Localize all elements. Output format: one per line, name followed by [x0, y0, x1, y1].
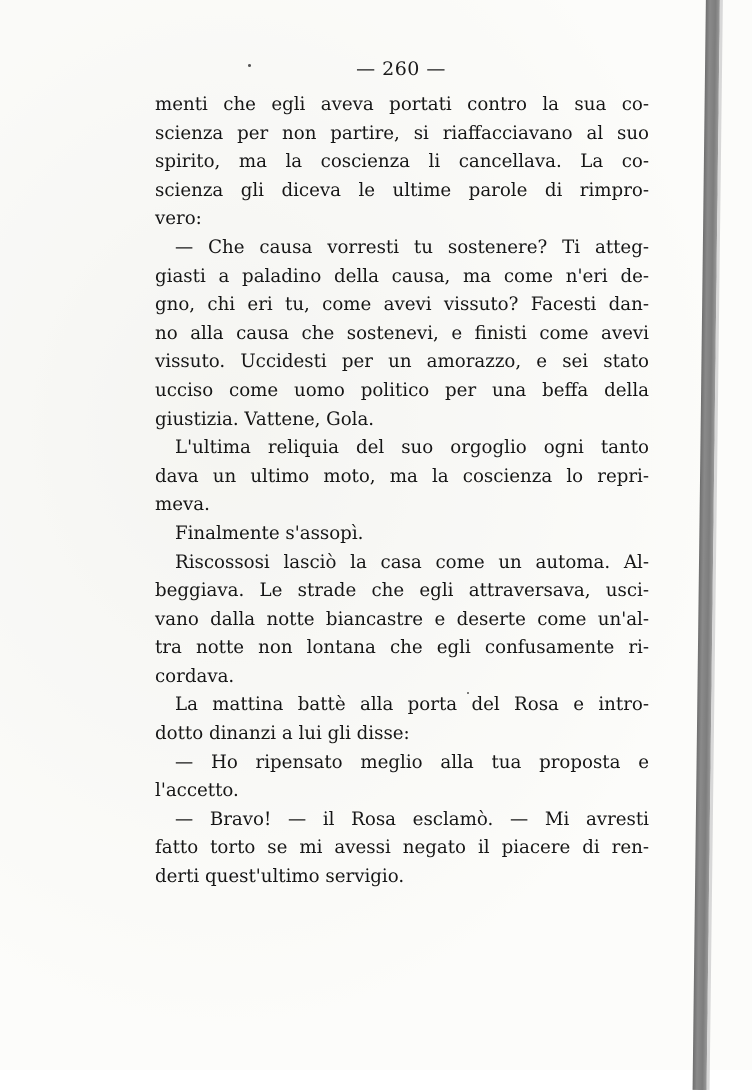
text-line: fatto torto se mi avessi negato il piacere di ren- [155, 837, 649, 859]
text-line: vero: [155, 208, 202, 230]
paragraph [155, 806, 649, 892]
text-line: Riscossosi lasciò la casa come un automa. Al- [175, 551, 649, 573]
text-line: vissuto. Uccidesti per un amorazzo, e sei stato [155, 351, 649, 373]
text-line: ucciso come uomo politico per una beffa della [155, 379, 649, 401]
paragraph [155, 91, 649, 234]
text-line: spirito, ma la coscienza li cancellava. La co- [155, 151, 649, 173]
paragraph [155, 520, 649, 549]
text-line: beggiava. Le strade che egli attraversava, usci- [155, 580, 649, 602]
text-line: scienza gli diceva le ultime parole di rimpro- [155, 179, 649, 201]
text-line: no alla causa che sostenevi, e finisti come avevi [155, 322, 649, 344]
text-line: dotto dinanzi a lui gli disse: [155, 723, 410, 745]
body-text [155, 91, 649, 892]
text-line: — Che causa vorresti tu sostenere? Ti atteg- [175, 236, 649, 258]
paragraph [155, 749, 649, 806]
text-line: vano dalla notte biancastre e deserte come un'al- [155, 608, 649, 630]
text-line: menti che egli aveva portati contro la sua co- [155, 94, 649, 115]
text-line: l'accetto. [155, 780, 239, 802]
text-line: giasti a paladino della causa, ma come n'eri de- [155, 265, 649, 287]
text-line: gno, chi eri tu, come avevi vissuto? Facesti dan- [155, 294, 649, 316]
paragraph [155, 549, 649, 692]
paragraph [155, 234, 649, 434]
text-line: — Ho ripensato meglio alla tua proposta e [175, 751, 649, 773]
text-line: giustizia. Vattene, Gola. [155, 408, 375, 430]
text-line: L'ultima reliquia del suo orgoglio ogni tanto [175, 437, 649, 459]
text-line: derti quest'ultimo servigio. [155, 866, 405, 888]
text-line: — Bravo! — il Rosa esclamò. — Mi avresti [175, 808, 649, 830]
text-line: meva. [155, 494, 210, 516]
text-line: Finalmente s'assopì. [175, 522, 364, 544]
paragraph [155, 691, 649, 748]
text-line: cordava. [155, 665, 235, 687]
page-number: — 260 — [356, 58, 446, 80]
text-line: tra notte non lontana che egli confusamente ri- [155, 637, 649, 659]
paragraph [155, 434, 649, 520]
text-line: dava un ultimo moto, ma la coscienza lo repri- [155, 465, 649, 487]
text-line: scienza per non partire, si riaffacciavano al suo [155, 122, 649, 144]
text-line: La mattina battè alla porta del Rosa e intro- [175, 694, 649, 716]
